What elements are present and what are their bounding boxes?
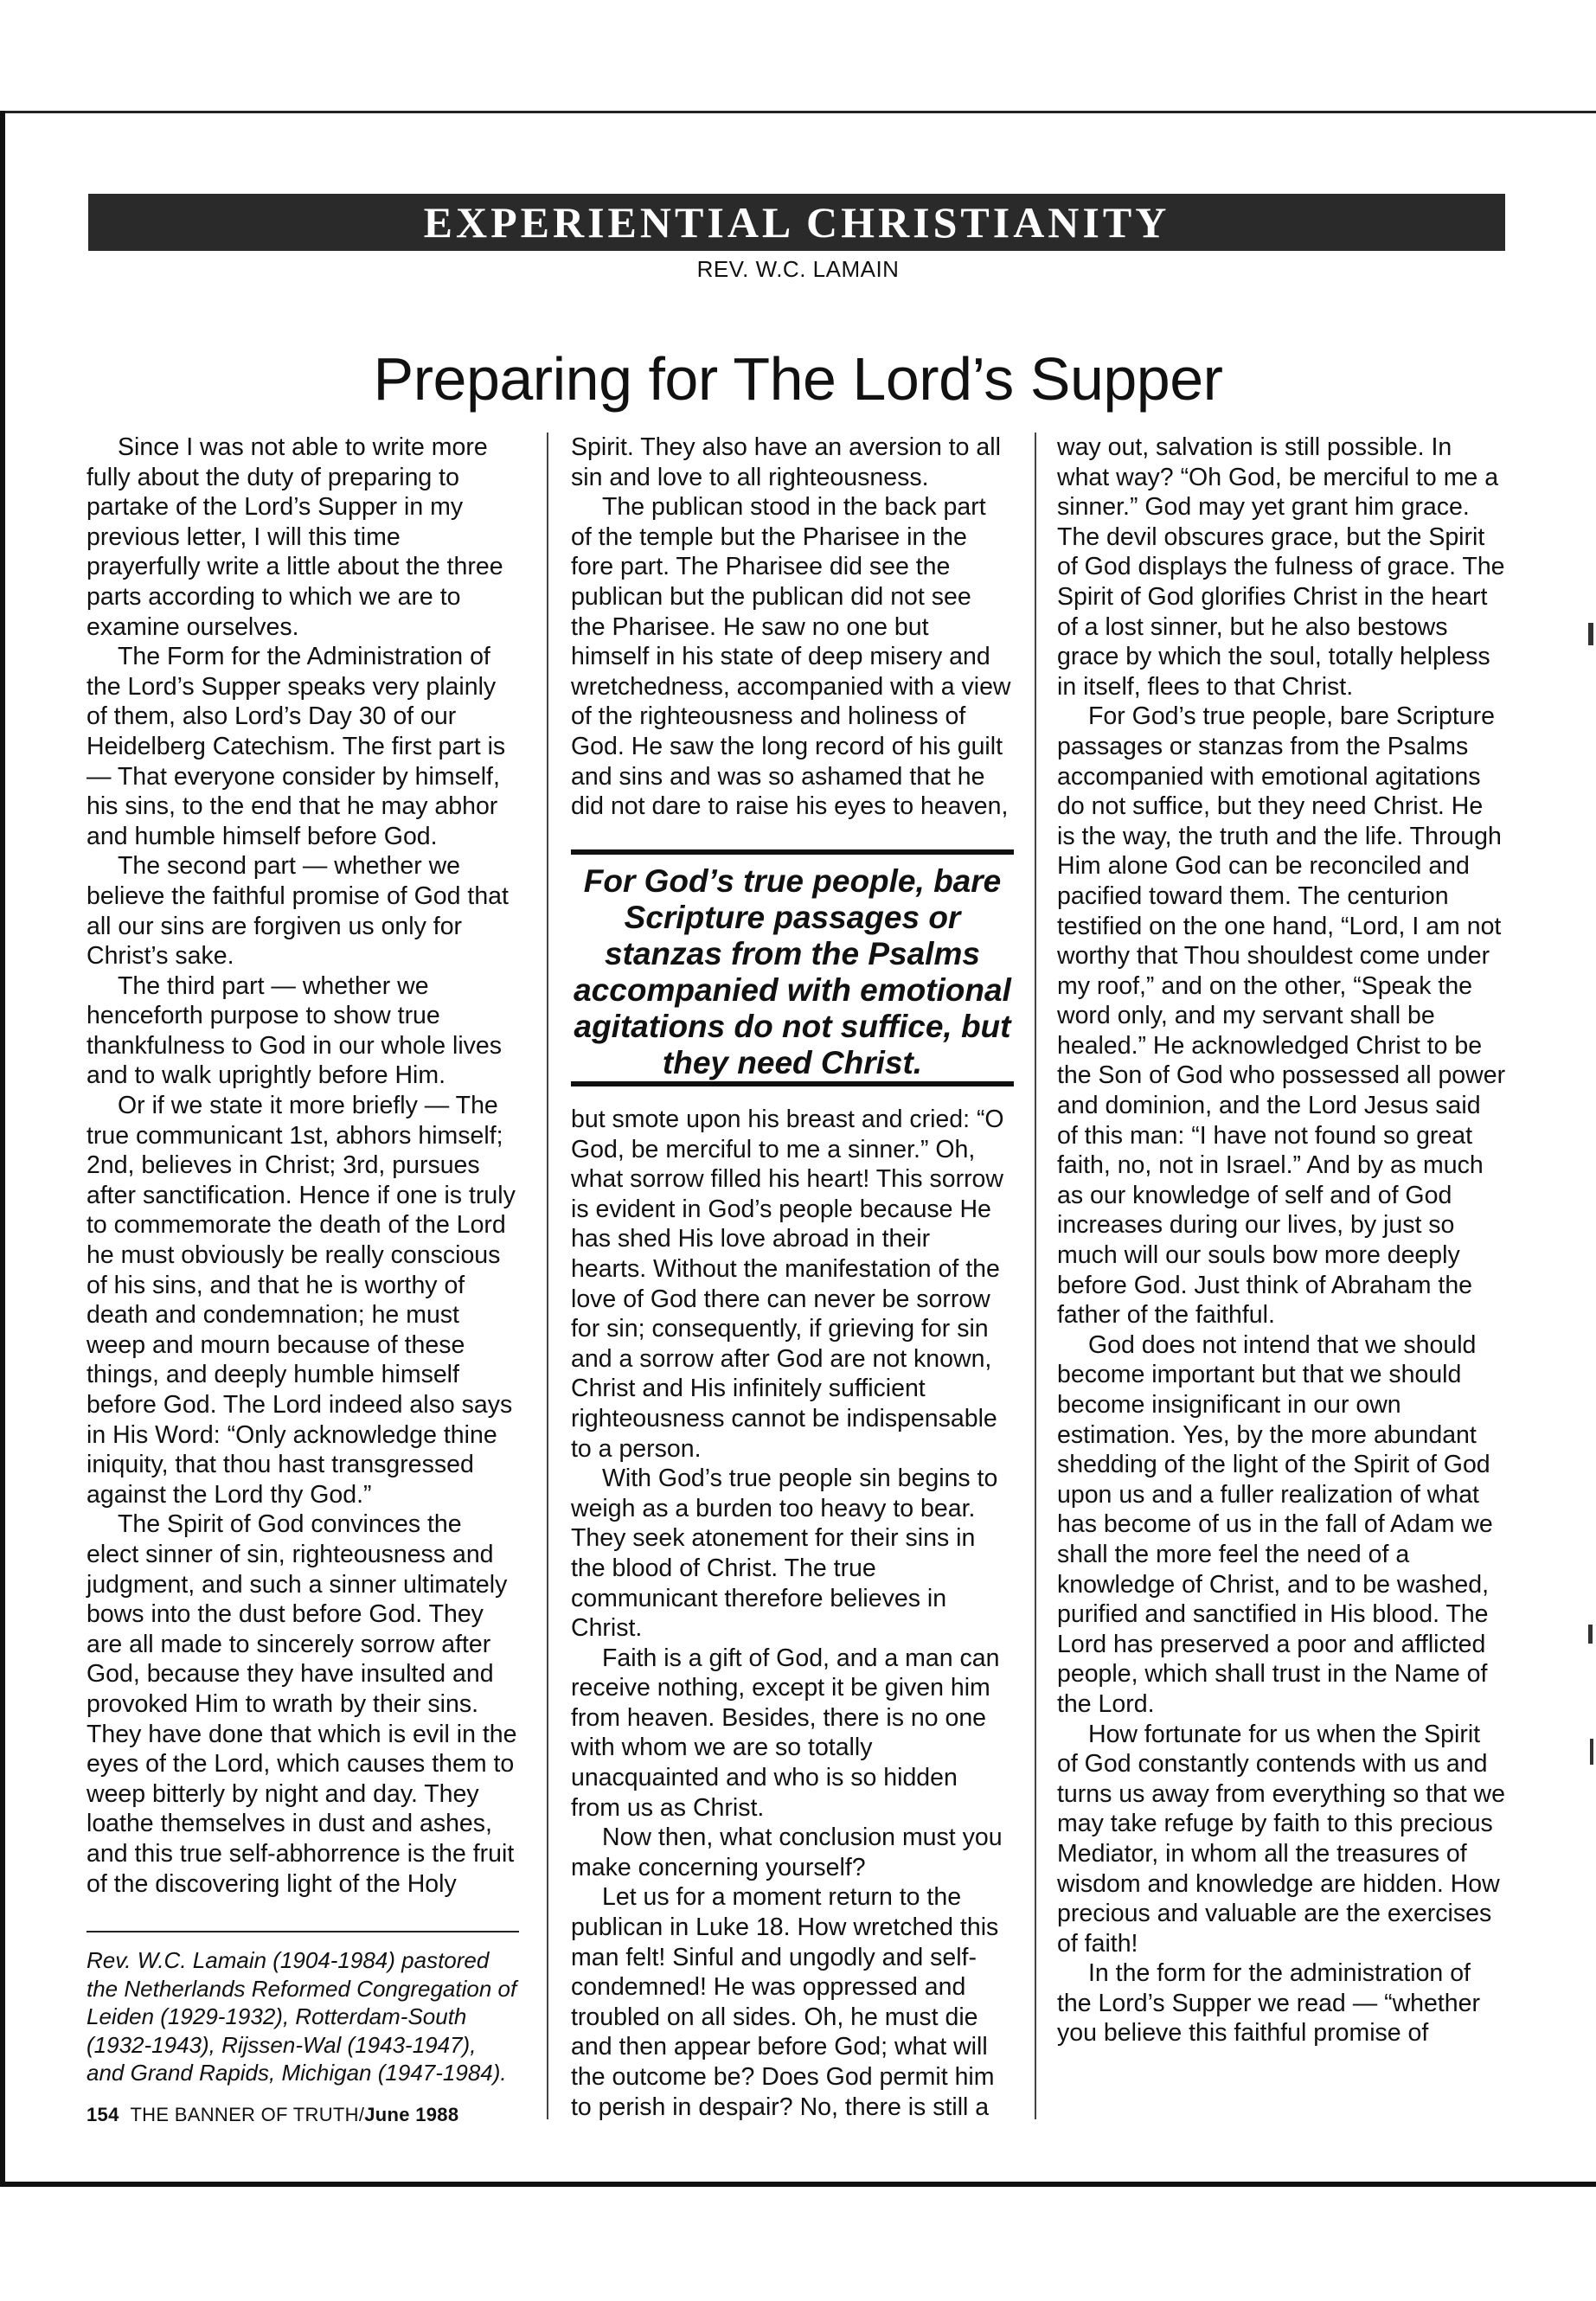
paragraph: Since I was not able to write more fully about the duty of preparing to partake of the Lord’s Supper in my previous letter, I will this time prayerfully write a little about the three parts according to which we are to examine ourselves. — [87, 433, 503, 641]
scan-edge-mark — [1588, 623, 1593, 645]
paragraph: In the form for the administration of the Lord’s Supper we read — “whether you believe this faithful promise of — [1057, 1959, 1480, 2048]
page-footer — [87, 2104, 458, 2126]
paragraph: but smote upon his breast and cried: “O God, be merciful to me a sinner.” Oh, what sorrow filled his heart! This sorrow is evident in God’s people because He has shed His love abroad in their hearts. Without the manifestation of the love of God there can never be sorrow for sin; consequently, if grieving for sin and a sorrow after God are not known, Christ and His infinitely sufficient righteousness cannot be indispensable to a person. — [571, 1106, 1004, 1463]
column-divider — [1035, 433, 1036, 2119]
pullquote-bottom-rule — [571, 1081, 1014, 1086]
paragraph: The publican stood in the back part of the temple but the Pharisee in the fore part. The Pharisee did see the publican but the publican did not see the Pharisee. He saw no one but himself in his state of deep misery and wretchedness, accompanied with a view of the righteousness and holiness of God. He saw the long record of his guilt and sins and was so ashamed that he did not dare to raise his eyes to heaven, — [571, 493, 1011, 821]
scan-edge-mark — [1590, 1739, 1593, 1765]
page-number: 154 — [87, 2104, 119, 2125]
pullquote: For God’s true people, bare Scripture passages or stanzas from the Psalms accompanied with emotional agitations do not suffice, but they need Christ. — [574, 863, 1011, 1080]
paragraph: God does not intend that we should become important but that we should become insignificant in our own estimation. Yes, by the more abundant shedding of the light of the Spirit of God upon us and a fuller realization of what has become of us in the fall of Adam we shall the more feel the need of a knowledge of Christ, and to be washed, purified and sanctified in His blood. The Lord has preserved a poor and afflicted people, which shall trust in the Name of the Lord. — [1057, 1330, 1493, 1718]
paragraph: Spirit. They also have an aversion to all sin and love to all righteousness. — [571, 433, 1001, 491]
left-page-edge — [0, 111, 5, 2187]
author-footnote: Rev. W.C. Lamain (1904-1984) pastored the Netherlands Reformed Congregation of Leiden (1929-1932), Rotterdam-South (1932-1943), Rijssen-Wal (1943-1947), and Grand Rapids, Michigan (1947-1984). — [87, 1947, 517, 2086]
paragraph: The third part — whether we henceforth purpose to show true thankfulness to God in our whole lives and to walk uprightly before Him. — [87, 971, 503, 1090]
column-3 — [1057, 433, 1507, 2048]
article-title: Preparing for The Lord’s Supper — [373, 345, 1223, 413]
column-2-bottom — [571, 1105, 1012, 2122]
footnote-rule — [87, 1931, 519, 1932]
column-2-top — [571, 433, 1012, 822]
section-banner: EXPERIENTIAL CHRISTIANITY — [88, 194, 1505, 251]
column-divider — [547, 433, 548, 2119]
paragraph: The Form for the Administration of the Lord’s Supper speaks very plainly of them, also Lord’s Day 30 of our Heidelberg Catechism. The first part is — That everyone consider by himself, his sins, to the end that he may abhor and humble himself before God. — [87, 643, 506, 850]
paragraph: Faith is a gift of God, and a man can receive nothing, except it be given him from heaven. Besides, there is no one with whom we are so totally unacquainted and who is so hidden from us as Christ. — [571, 1644, 1000, 1822]
issue-date: June 1988 — [364, 2104, 459, 2125]
scan-edge-mark — [1588, 1625, 1593, 1644]
column-1 — [87, 433, 519, 1899]
paragraph: The Spirit of God convinces the elect sinner of sin, righteousness and judgment, and such a sinner ultimately bows into the dust before God. They are all made to sincerely sorrow after God, because they have insulted and provoked Him to wrath by their sins. They have done that which is evil in the eyes of the Lord, which causes them to weep bitterly by night and day. They loathe themselves in dust and ashes, and this true self-abhorrence is the fruit of the discovering light of the Holy — [87, 1510, 517, 1898]
paragraph: Let us for a moment return to the publican in Luke 18. How wretched this man felt! Sinful and ungodly and self-condemned! He was oppressed and troubled on all sides. Oh, he must die and then appear before God; what will the outcome be? Does God permit him to perish in despair? No, there is still a — [571, 1883, 999, 2121]
paragraph: How fortunate for us when the Spirit of God constantly contends with us and turns us away from everything so that we may take refuge by faith to this precious Mediator, in whom all the treasures of wisdom and knowledge are hidden. How precious and valuable are the exercises of faith! — [1057, 1720, 1505, 1958]
paragraph: Or if we state it more briefly — The true communicant 1st, abhors himself; 2nd, believes in Christ; 3rd, pursues after sanctification. Hence if one is truly to commemorate the death of the Lord he must obviously be really conscious of his sins, and that he is worthy of death and condemnation; he must weep and mourn because of these things, and deeply humble himself before God. The Lord indeed also says in His Word: “Only acknowledge thine iniquity, that thou hast transgressed against the Lord thy God.” — [87, 1092, 516, 1509]
paragraph: way out, salvation is still possible. In what way? “Oh God, be merciful to me a sinner.” God may yet grant him grace. The devil obscures grace, but the Spirit of God displays the fulness of grace. The Spirit of God glorifies Christ in the heart of a lost sinner, but he also bestows grace by which the soul, totally helpless in itself, flees to that Christ. — [1057, 433, 1505, 701]
publication-name: THE BANNER OF TRUTH/ — [130, 2104, 365, 2125]
bottom-border — [0, 2182, 1596, 2187]
paragraph: The second part — whether we believe the faithful promise of God that all our sins are forgiven us only for Christ’s sake. — [87, 852, 509, 971]
top-border — [0, 111, 1596, 113]
paragraph: With God’s true people sin begins to weigh as a burden too heavy to bear. They seek atonement for their sins in the blood of Christ. The true communicant therefore believes in Christ. — [571, 1465, 998, 1643]
pullquote-top-rule — [571, 849, 1014, 855]
author-byline: REV. W.C. LAMAIN — [696, 256, 900, 282]
paragraph: For God’s true people, bare Scripture passages or stanzas from the Psalms accompanied with emotional agitations do not suffice, but they need Christ. He is the way, the truth and the life. Through Him alone God can be reconciled and pacified toward them. The centurion testified on the one hand, “Lord, I am not worthy that Thou shouldest come under my roof,” and on the other, “Speak the word only, and my servant shall be healed.” He acknowledged Christ to be the Son of God who possessed all power and dominion, and the Lord Jesus said of this man: “I have not found so great faith, no, not in Israel.” And by as much as our knowledge of self and of God increases during our lives, by just so much will our souls bow more deeply before God. Just think of Abraham the father of the faithful. — [1057, 702, 1506, 1330]
paragraph: Now then, what conclusion must you make concerning yourself? — [571, 1823, 1003, 1881]
